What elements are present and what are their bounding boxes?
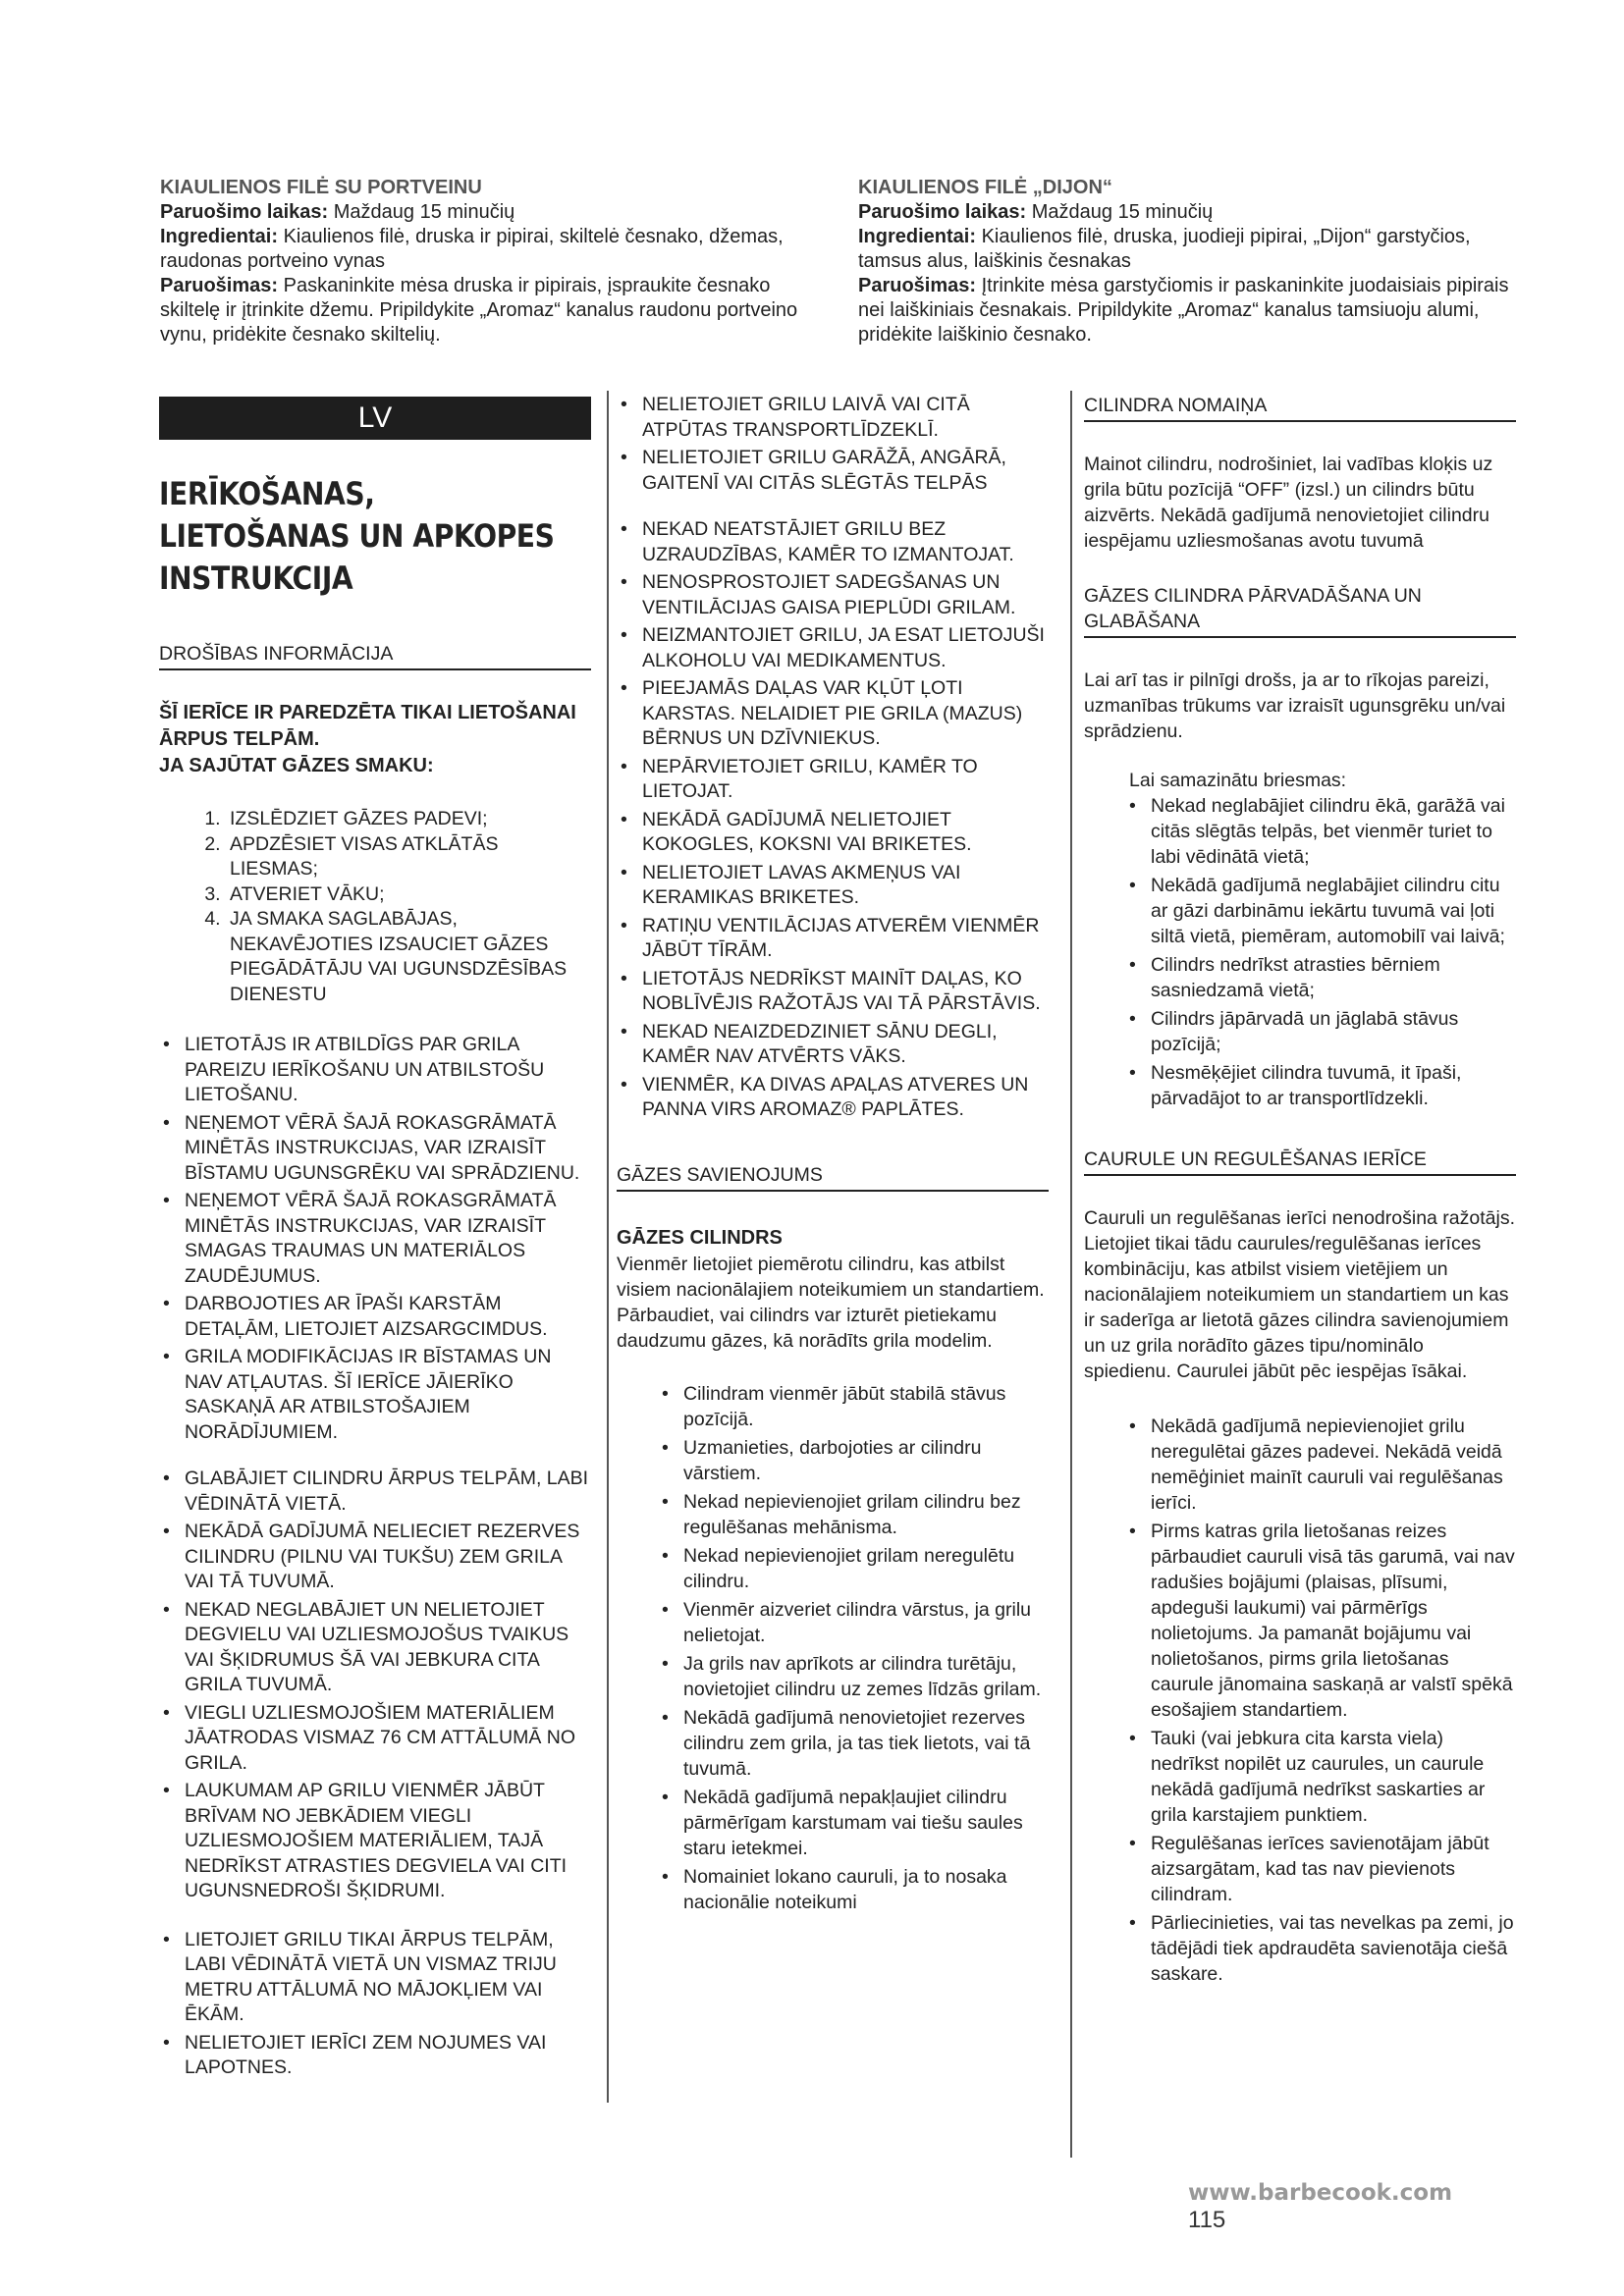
list-item: • NEKAD NEGLABĀJIET UN NELIETOJIET DEGVIELU VAI UZLIESMOJOŠUS TVAIKUS VAI ŠĶIDRUMUS ŠĀ VAI JEBKURA CITA GRILA TUVUMĀ. <box>159 1598 591 1698</box>
paragraph: Vienmēr lietojiet piemērotu cilindru, kas atbilst visiem nacionālajiem noteikumiem un standartiem. Pārbaudiet, vai cilindrs var izturēt pietiekamu daudzumu gāzes, kā norādīts grila modelim. <box>617 1253 1045 1352</box>
list-item: • Uzmanieties, darbojoties ar cilindru vārstiem. <box>658 1435 1049 1486</box>
section-heading: GĀZES CILINDRA PĀRVADĀŠANA UN GLABĀŠANA <box>1084 583 1516 638</box>
paragraph: Mainot cilindru, nodrošiniet, lai vadības kloķis uz grila būtu pozīcijā “OFF” (izsl.) un cilindrs būtu aizvērts. Nekādā gadījumā nenovietojiet cilindru iespējamu uzliesmošanas avotu tuvumā <box>1084 454 1493 552</box>
list-item: • LAUKUMAM AP GRILU VIENMĒR JĀBŪT BRĪVAM NO JEBKĀDIEM VIEGLI UZLIESMOJOŠIEM MATERIĀLIEM, TAJĀ NEDRĪKST ATRASTIES DEGVIELA VAI CITI UGUNSNEDROŠI ŠĶIDRUMI. <box>159 1779 591 1904</box>
list-item: • Pārliecinieties, vai tas nevelkas pa zemi, jo tādējādi tiek apdraudēta savienotāja ciešā saskare. <box>1125 1910 1516 1987</box>
warning-text: JA SAJŪTAT GĀZES SMAKU: <box>159 755 434 776</box>
subsection-heading: GĀZES CILINDRS <box>617 1226 783 1249</box>
list-item: • LIETOTĀJS IR ATBILDĪGS PAR GRILA PAREIZU IERĪKOŠANU UN ATBILSTOŠU LIETOŠANU. <box>159 1033 591 1108</box>
list-item: 1. IZSLĒDZIET GĀZES PADEVI; <box>226 807 591 832</box>
list-item: • PIEEJAMĀS DAĻAS VAR KĻŪT ĻOTI KARSTAS. NELAIDIET PIE GRILA (MAZUS) BĒRNUS UN DZĪVNIEKUS. <box>617 676 1049 752</box>
list-item: • NELIETOJIET GRILU LAIVĀ VAI CITĀ ATPŪTAS TRANSPORTLĪDZEKLĪ. <box>617 393 1049 443</box>
section-heading: CILINDRA NOMAIŅA <box>1084 393 1516 422</box>
safety-list <box>617 517 1049 1123</box>
gas-smell-steps <box>159 807 591 1007</box>
safety-list <box>159 1928 591 2081</box>
list-item: • GRILA MODIFIKĀCIJAS IR BĪSTAMAS UN NAV ATĻAUTAS. ŠĪ IERĪCE JĀIERĪKO SASKAŅĀ AR ATBILSTOŠAJIEM NORĀDĪJUMIEM. <box>159 1345 591 1445</box>
section-heading: DROŠĪBAS INFORMĀCIJA <box>159 641 591 670</box>
recipe-title: KIAULIENOS FILĖ „DIJON“ <box>858 177 1112 198</box>
list-item: • NEŅEMOT VĒRĀ ŠAJĀ ROKASGRĀMATĀ MINĒTĀS INSTRUKCIJAS, VAR IZRAISĪT BĪSTAMU UGUNSGRĒKU VAI SPRĀDZIENU. <box>159 1111 591 1187</box>
list-intro: Lai samazinātu briesmas: <box>1129 770 1347 791</box>
list-item: • Pirms katras grila lietošanas reizes pārbaudiet cauruli visā tās garumā, vai nav radušies bojājumi (plaisas, plīsumi, apdeguši laukumi) vai pārmērīgs nolietojums. Ja pamanāt bojājumu vai nolietošanos, pirms grila lietošanas caurule jānomaina saskaņā ar valstī spēkā esošajiem standartiem. <box>1125 1519 1516 1723</box>
list-item: • LIETOJIET GRILU TIKAI ĀRPUS TELPĀM, LABI VĒDINĀTĀ VIETĀ UN VISMAZ TRIJU METRU ATTĀLUMĀ NO MĀJOKĻIEM VAI ĒKĀM. <box>159 1928 591 2028</box>
list-item: • Cilindrs nedrīkst atrasties bērniem sasniedzamā vietā; <box>1125 952 1516 1003</box>
list-item: • NELIETOJIET GRILU GARĀŽĀ, ANGĀRĀ, GAITENĪ VAI CITĀS SLĒGTĀS TELPĀS <box>617 446 1049 496</box>
list-item: • Nekad neglabājiet cilindru ēkā, garāžā vai citās slēgtās telpās, bet vienmēr turiet to labi vēdinātā vietā; <box>1125 793 1516 870</box>
prep-time: Paruošimo laikas: Maždaug 15 minučių <box>858 201 1214 223</box>
list-item: • LIETOTĀJS NEDRĪKST MAINĪT DAĻAS, KO NOBLĪVĒJIS RAŽOTĀJS VAI TĀ PĀRSTĀVIS. <box>617 967 1049 1017</box>
list-item: 2. APDZĒSIET VISAS ATKLĀTĀS LIESMAS; <box>226 832 591 882</box>
list-item: 4. JA SMAKA SAGLABĀJAS, NEKAVĒJOTIES IZSAUCIET GĀZES PIEGĀDĀTĀJU VAI UGUNSDZĒSĪBAS DIENESTU <box>226 907 591 1007</box>
language-badge: LV <box>159 397 591 440</box>
section-heading: GĀZES SAVIENOJUMS <box>617 1162 1049 1192</box>
list-item: • VIENMĒR, KA DIVAS APAĻAS ATVERES UN PANNA VIRS AROMAZ® PAPLĀTES. <box>617 1073 1049 1123</box>
list-item: • NEKĀDĀ GADĪJUMĀ NELIETOJIET KOKOGLES, KOKSNI VAI BRIKETES. <box>617 808 1049 858</box>
cylinder-list <box>617 1381 1049 1915</box>
list-item: • Tauki (vai jebkura cita karsta viela) nedrīkst nopilēt uz caurules, un caurule nekādā gadījumā nedrīkst saskarties ar grila karstajiem punktiem. <box>1125 1726 1516 1828</box>
page-number: 115 <box>1188 2207 1226 2233</box>
hose-list <box>1084 1414 1516 1987</box>
list-item: • Nekādā gadījumā neglabājiet cilindru citu ar gāzi darbināmu iekārtu tuvumā vai ļoti siltā vietā, piemēram, automobilī vai laivā; <box>1125 873 1516 949</box>
list-item: • Nomainiet lokano cauruli, ja to nosaka nacionālie noteikumi <box>658 1864 1049 1915</box>
ingredients: Ingredientai: Kiaulienos filė, druska ir pipirai, skiltelė česnako, džemas, raudonas portveino vynas <box>160 226 784 272</box>
list-item: • Nesmēķējiet cilindra tuvumā, it īpaši, pārvadājot to ar transportlīdzekli. <box>1125 1060 1516 1111</box>
list-item: • NEKAD NEATSTĀJIET GRILU BEZ UZRAUDZĪBAS, KAMĒR TO IZMANTOJAT. <box>617 517 1049 567</box>
list-item: • Cilindrs jāpārvadā un jāglabā stāvus pozīcijā; <box>1125 1006 1516 1057</box>
prep-time: Paruošimo laikas: Maždaug 15 minučių <box>160 201 515 223</box>
warning-text: ŠĪ IERĪCE IR PAREDZĒTA TIKAI LIETOŠANAI ĀRPUS TELPĀM. <box>159 702 576 750</box>
list-item: • NEPĀRVIETOJIET GRILU, KAMĒR TO LIETOJAT. <box>617 755 1049 805</box>
list-item: • DARBOJOTIES AR ĪPAŠI KARSTĀM DETAĻĀM, LIETOJIET AIZSARGCIMDUS. <box>159 1292 591 1342</box>
safety-list <box>159 1467 591 1904</box>
column-2 <box>617 393 1049 1918</box>
website-link[interactable]: www.barbecook.com <box>1188 2180 1453 2206</box>
list-item: • NEKAD NEAIZDEDZINIET SĀNU DEGLI, KAMĒR NAV ATVĒRTS VĀKS. <box>617 1020 1049 1070</box>
column-1 <box>159 397 591 2084</box>
column-divider <box>607 391 609 2103</box>
paragraph: Lai arī tas ir pilnīgi drošs, ja ar to rīkojas pareizi, uzmanības trūkums var izraisīt ugunsgrēku un/vai sprādzienu. <box>1084 669 1506 742</box>
list-item: • NEIZMANTOJIET GRILU, JA ESAT LIETOJUŠI ALKOHOLU VAI MEDIKAMENTUS. <box>617 623 1049 673</box>
column-3 <box>1084 393 1516 1990</box>
list-item: • Nekādā gadījumā nepakļaujiet cilindru pārmērīgam karstumam vai tiešu saules staru ietekmei. <box>658 1785 1049 1861</box>
list-item: • Nekad nepievienojiet grilam cilindru bez regulēšanas mehānisma. <box>658 1489 1049 1540</box>
ingredients: Ingredientai: Kiaulienos filė, druska, juodieji pipirai, „Dijon“ garstyčios, tamsus alus, laiškinis česnakas <box>858 226 1471 272</box>
recipe-left <box>160 175 798 347</box>
risk-list <box>1084 793 1516 1111</box>
section-heading: CAURULE UN REGULĒŠANAS IERĪCE <box>1084 1147 1516 1176</box>
list-item: • NENOSPROSTOJIET SADEGŠANAS UN VENTILĀCIJAS GAISA PIEPLŪDI GRILAM. <box>617 570 1049 620</box>
paragraph: Cauruli un regulēšanas ierīci nenodrošina ražotājs. Lietojiet tikai tādu caurules/regulēšanas ierīces kombināciju, kas atbilst visiem vietējiem un nacionālajiem noteikumiem un standartiem un kas ir saderīga ar lietotā gāzes cilindra savienojumiem un uz grila norādīto gāzes tipu/nominālo spiedienu. Caurulei jābūt pēc iespējas īsākai. <box>1084 1207 1515 1382</box>
list-item: • VIEGLI UZLIESMOJOŠIEM MATERIĀLIEM JĀATRODAS VISMAZ 76 CM ATTĀLUMĀ NO GRILA. <box>159 1701 591 1777</box>
list-item: • NELIETOJIET IERĪCI ZEM NOJUMES VAI LAPOTNES. <box>159 2031 591 2081</box>
list-item: • NELIETOJIET LAVAS AKMEŅUS VAI KERAMIKAS BRIKETES. <box>617 861 1049 911</box>
list-item: 3. ATVERIET VĀKU; <box>226 882 591 908</box>
page-footer <box>1188 2179 1483 2234</box>
column-divider <box>1070 391 1072 2158</box>
list-item: • Regulēšanas ierīces savienotājam jābūt aizsargātam, kad tas nav pievienots cilindram. <box>1125 1831 1516 1907</box>
list-item: • Vienmēr aizveriet cilindra vārstus, ja grilu nelietojat. <box>658 1597 1049 1648</box>
list-item: • Nekad nepievienojiet grilam neregulētu cilindru. <box>658 1543 1049 1594</box>
page-title: IERĪKOŠANAS, LIETOŠANAS UN APKOPES INSTRUKCIJA <box>159 475 555 597</box>
list-item: • Nekādā gadījumā nepievienojiet grilu neregulētai gāzes padevei. Nekādā veidā nemēģiniet mainīt cauruli vai regulēšanas ierīci. <box>1125 1414 1516 1516</box>
list-item: • NEŅEMOT VĒRĀ ŠAJĀ ROKASGRĀMATĀ MINĒTĀS INSTRUKCIJAS, VAR IZRAISĪT SMAGAS TRAUMAS UN MATERIĀLOS ZAUDĒJUMUS. <box>159 1189 591 1289</box>
list-item: • NEKĀDĀ GADĪJUMĀ NELIECIET REZERVES CILINDRU (PILNU VAI TUKŠU) ZEM GRILA VAI TĀ TUVUMĀ. <box>159 1520 591 1595</box>
list-item: • Nekādā gadījumā nenovietojiet rezerves cilindru zem grila, ja tas tiek lietots, vai tā tuvumā. <box>658 1705 1049 1782</box>
list-item: • Ja grils nav aprīkots ar cilindra turētāju, novietojiet cilindru uz zemes līdzās grilam. <box>658 1651 1049 1702</box>
list-item: • Cilindram vienmēr jābūt stabilā stāvus pozīcijā. <box>658 1381 1049 1432</box>
method: Paruošimas: Įtrinkite mėsa garstyčiomis ir paskaninkite juodaisiais pipirais nei laiškiniais česnakais. Pripildykite „Aromaz“ kanalus tamsiuoju alumi, pridėkite laiškinio česnako. <box>858 275 1509 346</box>
method: Paruošimas: Paskaninkite mėsa druska ir pipirais, įspraukite česnako skiltelę ir įtrinkite džemu. Pripildykite „Aromaz“ kanalus raudonu portveino vynu, pridėkite česnako skiltelių. <box>160 275 798 346</box>
list-item: • GLABĀJIET CILINDRU ĀRPUS TELPĀM, LABI VĒDINĀTĀ VIETĀ. <box>159 1467 591 1517</box>
safety-list <box>617 393 1049 496</box>
recipe-right <box>858 175 1526 347</box>
recipe-title: KIAULIENOS FILĖ SU PORTVEINU <box>160 177 482 198</box>
safety-list <box>159 1033 591 1445</box>
list-item: • RATIŅU VENTILĀCIJAS ATVERĒM VIENMĒR JĀBŪT TĪRĀM. <box>617 914 1049 964</box>
